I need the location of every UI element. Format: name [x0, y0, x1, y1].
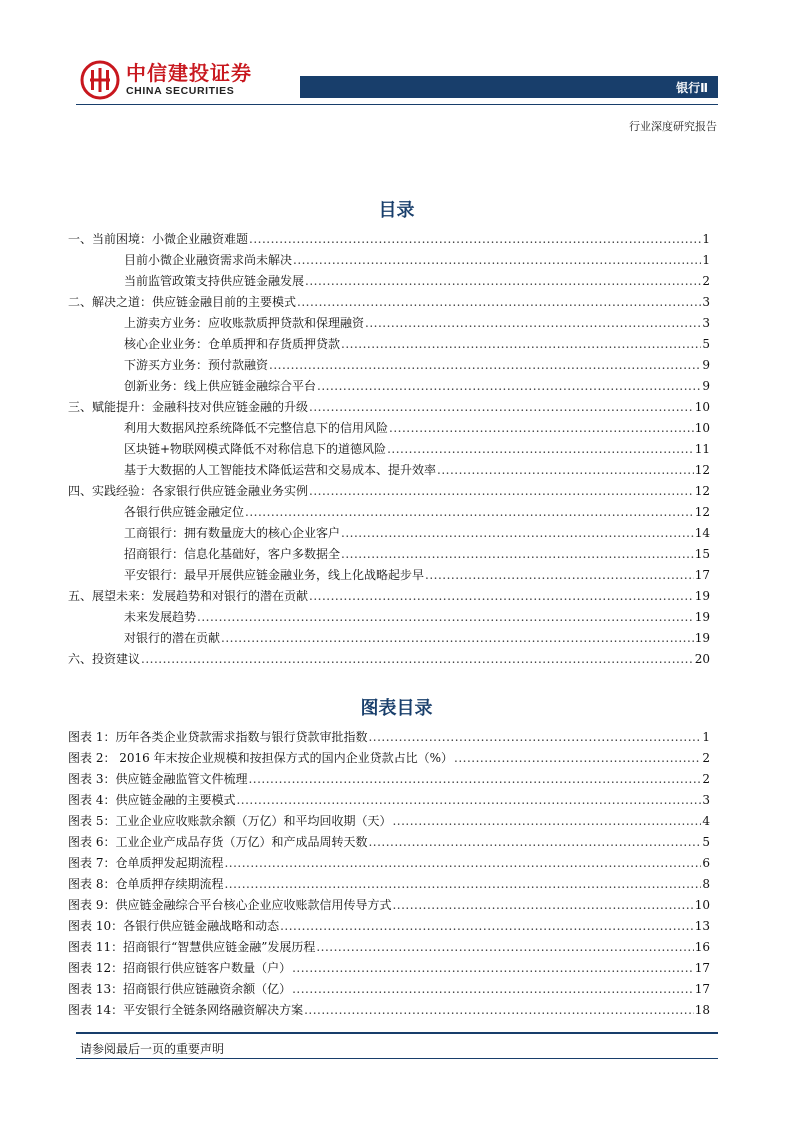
- toc-entry-text: 上游卖方业务：应收账款质押贷款和保理融资: [124, 316, 365, 330]
- toc-entry-page: 12: [694, 463, 710, 477]
- figure-dot-leader: [292, 961, 694, 976]
- figure-entry[interactable]: [68, 997, 710, 1018]
- toc-entry-text: 工商银行：拥有数量庞大的核心企业客户: [124, 526, 341, 540]
- toc-dot-leader: [305, 274, 701, 289]
- toc-dot-leader: [141, 652, 694, 667]
- figure-entry[interactable]: [68, 745, 710, 766]
- toc-entry-text: 四、实践经验：各家银行供应链金融业务实例: [68, 484, 309, 498]
- toc-entry-text: 区块链+物联网模式降低不对称信息下的道德风险: [124, 442, 387, 456]
- toc-entry-text: 对银行的潜在贡献: [124, 631, 221, 645]
- toc-entry-page: 20: [694, 652, 710, 666]
- toc-entry-text: 平安银行：最早开展供应链金融业务，线上化战略起步早: [124, 568, 425, 582]
- figure-dot-leader: [368, 730, 701, 745]
- figure-entry-text: 图表 12：招商银行供应链客户数量（户）: [68, 961, 292, 975]
- toc-entry[interactable]: [68, 226, 710, 247]
- toc-entry-page: 9: [702, 379, 710, 393]
- toc-entry[interactable]: [68, 646, 710, 667]
- figure-entry-text: 图表 6：工业企业产成品存货（万亿）和产成品周转天数: [68, 835, 368, 849]
- header-bar: [300, 76, 718, 98]
- toc-dot-leader: [221, 631, 694, 646]
- footer-divider-thin: [76, 1058, 718, 1059]
- toc-entry[interactable]: [68, 268, 710, 289]
- toc-entry[interactable]: [68, 520, 710, 541]
- sector-label: 银行Ⅱ: [676, 81, 708, 95]
- figure-dot-leader: [292, 982, 694, 997]
- toc-entry[interactable]: [68, 583, 710, 604]
- toc-entry[interactable]: [68, 373, 710, 394]
- figure-entry-text: 图表 4：供应链金融的主要模式: [68, 793, 236, 807]
- figure-entry-page: 13: [694, 919, 710, 933]
- figure-dot-leader: [248, 772, 701, 787]
- toc-entry-page: 11: [694, 442, 710, 456]
- toc-entry-text: 利用大数据风控系统降低不完整信息下的信用风险: [124, 421, 389, 435]
- toc-dot-leader: [341, 547, 694, 562]
- toc-entry[interactable]: [68, 625, 710, 646]
- figure-entry[interactable]: [68, 976, 710, 997]
- figure-entry-text: 图表 7：仓单质押发起期流程: [68, 856, 224, 870]
- toc-entry-page: 15: [694, 547, 710, 561]
- toc-entry-text: 一、当前困境：小微企业融资难题: [68, 232, 249, 246]
- toc-entry[interactable]: [68, 331, 710, 352]
- toc-title: 目录: [378, 200, 415, 221]
- figure-entry[interactable]: [68, 766, 710, 787]
- header-divider: [76, 104, 718, 105]
- toc-entry[interactable]: [68, 394, 710, 415]
- figure-entry-page: 18: [694, 1003, 710, 1017]
- toc-dot-leader: [437, 463, 694, 478]
- figure-dot-leader: [224, 856, 701, 871]
- figure-entry[interactable]: [68, 955, 710, 976]
- toc-dot-leader: [389, 421, 694, 436]
- figure-entry-text: 图表 10：各银行供应链金融战略和动态: [68, 919, 280, 933]
- figure-entry-page: 16: [694, 940, 710, 954]
- figure-entry-text: 图表 11：招商银行“智慧供应链金融”发展历程: [68, 940, 316, 954]
- disclaimer-note: 请参阅最后一页的重要声明: [80, 1042, 225, 1056]
- figure-entry[interactable]: [68, 787, 710, 808]
- toc-entry-text: 招商银行：信息化基础好，客户多数据全: [124, 547, 341, 561]
- toc-entry-page: 5: [702, 337, 710, 351]
- figure-entry-text: 图表 13：招商银行供应链融资余额（亿）: [68, 982, 292, 996]
- logo-chinese-name: 中信建投证券: [126, 61, 252, 85]
- toc-dot-leader: [317, 379, 701, 394]
- toc-dot-leader: [197, 610, 694, 625]
- figure-entry-page: 6: [702, 856, 710, 870]
- toc-dot-leader: [309, 484, 694, 499]
- toc-entry-text: 二、解决之道：供应链金融目前的主要模式: [68, 295, 297, 309]
- toc-entry-page: 3: [702, 316, 710, 330]
- toc-dot-leader: [309, 400, 694, 415]
- figure-entry-page: 2: [702, 751, 710, 765]
- figures-list: [68, 724, 710, 1018]
- toc-entry[interactable]: [68, 478, 710, 499]
- figure-entry-text: 图表 5：工业企业应收账款余额（万亿）和平均回收期（天）: [68, 814, 392, 828]
- toc-entry-page: 17: [694, 568, 710, 582]
- figure-entry-text: 图表 9：供应链金融综合平台核心企业应收账款信用传导方式: [68, 898, 392, 912]
- figure-dot-leader: [304, 1003, 694, 1018]
- figure-dot-leader: [368, 835, 701, 850]
- toc-entry-text: 核心企业业务：仓单质押和存货质押贷款: [124, 337, 341, 351]
- figure-entry-page: 8: [702, 877, 710, 891]
- figure-dot-leader: [392, 898, 693, 913]
- toc-dot-leader: [341, 526, 694, 541]
- figure-entry-text: 图表 3：供应链金融监管文件梳理: [68, 772, 248, 786]
- figure-entry-page: 5: [702, 835, 710, 849]
- toc-entry[interactable]: [68, 457, 710, 478]
- toc-dot-leader: [425, 568, 694, 583]
- report-type: 行业深度研究报告: [629, 120, 717, 133]
- toc-entry-page: 12: [694, 505, 710, 519]
- figure-dot-leader: [392, 814, 701, 829]
- figure-entry-text: 图表 14：平安银行全链条网络融资解决方案: [68, 1003, 304, 1017]
- figure-entry[interactable]: [68, 829, 710, 850]
- figure-entry-page: 17: [694, 961, 710, 975]
- toc-dot-leader: [245, 505, 694, 520]
- toc-entry[interactable]: [68, 310, 710, 331]
- toc-entry[interactable]: [68, 247, 710, 268]
- toc-entry[interactable]: [68, 415, 710, 436]
- figure-entry-page: 4: [702, 814, 710, 828]
- figure-entry[interactable]: [68, 934, 710, 955]
- figure-entry[interactable]: [68, 724, 710, 745]
- toc-entry-page: 14: [694, 526, 710, 540]
- company-logo-icon: [80, 60, 120, 100]
- figure-entry[interactable]: [68, 892, 710, 913]
- figure-entry[interactable]: [68, 871, 710, 892]
- toc-dot-leader: [269, 358, 701, 373]
- toc-entry-page: 19: [694, 631, 710, 645]
- toc-entry-page: 10: [694, 421, 710, 435]
- figure-dot-leader: [236, 793, 701, 808]
- figure-dot-leader: [224, 877, 701, 892]
- toc-entry-page: 3: [702, 295, 710, 309]
- figure-entry-text: 图表 2： 2016 年末按企业规模和按担保方式的国内企业贷款占比（%）: [68, 751, 454, 765]
- toc-entry-text: 三、赋能提升：金融科技对供应链金融的升级: [68, 400, 309, 414]
- toc-entry-page: 12: [694, 484, 710, 498]
- toc-entry-text: 五、展望未来：发展趋势和对银行的潜在贡献: [68, 589, 309, 603]
- toc-entry-page: 9: [702, 358, 710, 372]
- company-logo: [80, 58, 260, 102]
- toc-entry[interactable]: [68, 541, 710, 562]
- toc-entry-page: 19: [694, 589, 710, 603]
- figure-entry-text: 图表 8：仓单质押存续期流程: [68, 877, 224, 891]
- toc-entry-text: 当前监管政策支持供应链金融发展: [124, 274, 305, 288]
- toc-dot-leader: [309, 589, 694, 604]
- figure-entry-text: 图表 1：历年各类企业贷款需求指数与银行贷款审批指数: [68, 730, 368, 744]
- toc-entry-text: 下游买方业务：预付款融资: [124, 358, 269, 372]
- toc-entry-text: 目前小微企业融资需求尚未解决: [124, 253, 293, 267]
- toc-dot-leader: [293, 253, 701, 268]
- figure-entry-page: 17: [694, 982, 710, 996]
- toc-entry-page: 19: [694, 610, 710, 624]
- figure-entry[interactable]: [68, 808, 710, 829]
- logo-english-name: CHINA SECURITIES: [126, 85, 235, 97]
- toc-entry[interactable]: [68, 352, 710, 373]
- toc-entry-text: 基于大数据的人工智能技术降低运营和交易成本、提升效率: [124, 463, 437, 477]
- toc-entry[interactable]: [68, 562, 710, 583]
- toc-entry-text: 各银行供应链金融定位: [124, 505, 245, 519]
- toc-entry-page: 10: [694, 400, 710, 414]
- toc-dot-leader: [365, 316, 701, 331]
- toc-entry-text: 六、投资建议: [68, 652, 141, 666]
- toc-entry[interactable]: [68, 604, 710, 625]
- figure-entry[interactable]: [68, 850, 710, 871]
- figure-dot-leader: [454, 751, 701, 766]
- toc-entry[interactable]: [68, 436, 710, 457]
- footer-divider: [76, 1032, 718, 1034]
- figure-dot-leader: [316, 940, 693, 955]
- figure-entry-page: 3: [702, 793, 710, 807]
- toc-dot-leader: [249, 232, 701, 247]
- figure-entry-page: 2: [702, 772, 710, 786]
- toc-entry[interactable]: [68, 499, 710, 520]
- toc-entry-text: 创新业务：线上供应链金融综合平台: [124, 379, 317, 393]
- toc-entry-text: 未来发展趋势: [124, 610, 197, 624]
- toc-dot-leader: [341, 337, 701, 352]
- figure-entry-page: 10: [694, 898, 710, 912]
- figures-title: 图表目录: [360, 698, 433, 719]
- figure-dot-leader: [280, 919, 694, 934]
- toc-entry-page: 1: [702, 232, 710, 246]
- toc-list: [68, 226, 710, 667]
- figure-entry-page: 1: [702, 730, 710, 744]
- toc-dot-leader: [297, 295, 701, 310]
- toc-entry[interactable]: [68, 289, 710, 310]
- toc-dot-leader: [387, 442, 694, 457]
- toc-entry-page: 1: [702, 253, 710, 267]
- toc-entry-page: 2: [702, 274, 710, 288]
- figure-entry[interactable]: [68, 913, 710, 934]
